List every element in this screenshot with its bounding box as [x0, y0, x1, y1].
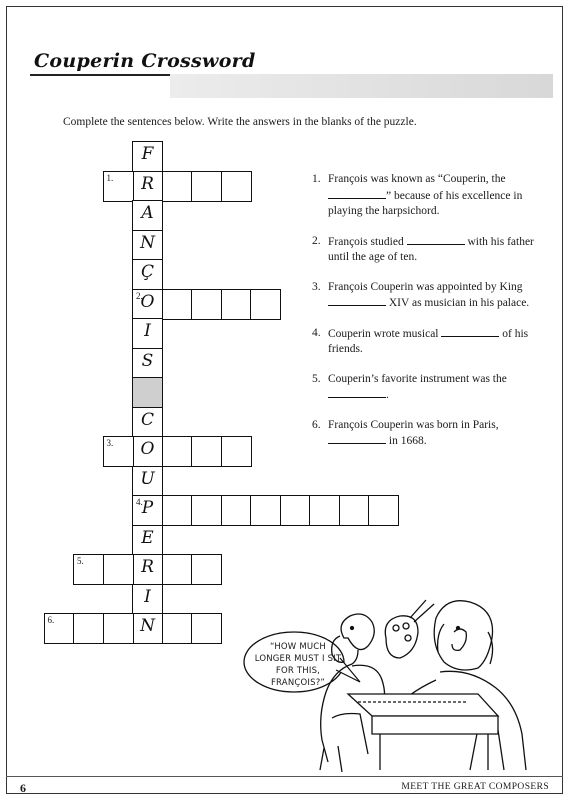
- cell-letter: O: [140, 291, 155, 312]
- crossword-row-cell[interactable]: [191, 613, 222, 644]
- crossword-vertical-cell[interactable]: [132, 289, 163, 320]
- cell-letter: R: [141, 557, 154, 577]
- crossword-row-cell[interactable]: [162, 613, 193, 644]
- clue-number: 1.: [312, 173, 321, 185]
- answer-blank[interactable]: [441, 326, 499, 337]
- clue-number: 1.: [106, 172, 114, 183]
- title-banner: [170, 74, 553, 98]
- clue-item: [312, 372, 552, 404]
- cell-letter: S: [141, 350, 154, 371]
- crossword-row-cell[interactable]: [191, 289, 222, 320]
- crossword-row-cell[interactable]: [162, 554, 193, 585]
- clue-text-before: Couperin wrote musical: [328, 327, 442, 340]
- clue-item: [312, 172, 552, 220]
- clue-number: 4.: [136, 497, 143, 507]
- clue-text-before: François Couperin was appointed by King: [328, 280, 523, 293]
- crossword-vertical-cell[interactable]: [132, 141, 163, 172]
- crossword-vertical-cell[interactable]: [132, 584, 163, 615]
- clue-item: [312, 234, 552, 266]
- crossword-vertical-cell[interactable]: [132, 348, 163, 379]
- page-title: Couperin Crossword: [34, 50, 256, 72]
- instructions: Complete the sentences below. Write the answers in the blanks of the puzzle.: [63, 116, 417, 128]
- crossword-row-cell[interactable]: [103, 436, 134, 467]
- clue-list: [312, 172, 552, 464]
- speech-text: “HOW MUCH LONGER MUST I SIT FOR THIS, FRANÇOIS?”: [254, 642, 342, 688]
- answer-blank[interactable]: [328, 387, 386, 398]
- footer-title: MEET THE GREAT COMPOSERS: [401, 782, 549, 792]
- crossword-row-cell[interactable]: [162, 495, 193, 526]
- clue-text-before: François studied: [328, 235, 407, 248]
- crossword-row-cell[interactable]: [368, 495, 399, 526]
- palette-icon: [385, 600, 434, 658]
- crossword-row-cell[interactable]: [162, 436, 193, 467]
- crossword-row-cell[interactable]: [44, 613, 75, 644]
- crossword-row-cell[interactable]: [191, 171, 222, 202]
- cell-letter: R: [141, 173, 154, 194]
- clue-text-after: in 1668.: [386, 435, 427, 447]
- crossword-vertical-cell[interactable]: [132, 318, 163, 349]
- crossword-row-cell[interactable]: [250, 495, 281, 526]
- cell-letter: A: [141, 203, 154, 223]
- clue-number: 5.: [77, 556, 84, 566]
- crossword-vertical-cell[interactable]: [132, 407, 163, 438]
- cell-letter: P: [141, 498, 154, 518]
- clue-text-after: of his friends.: [328, 327, 529, 355]
- clue-number: 5.: [312, 372, 321, 385]
- harpsichord: [348, 694, 498, 770]
- clue-number: 4.: [312, 326, 321, 339]
- cell-letter: N: [140, 232, 155, 253]
- clue-number: 2.: [136, 290, 143, 301]
- crossword-vertical-cell[interactable]: [132, 554, 163, 585]
- seated-composer: [320, 614, 385, 772]
- crossword-row-cell[interactable]: [103, 613, 134, 644]
- crossword-row-cell[interactable]: [280, 495, 311, 526]
- cell-letter: U: [140, 468, 155, 489]
- crossword-row-cell[interactable]: [221, 289, 252, 320]
- clue-number: 3.: [106, 438, 114, 448]
- crossword-row-cell[interactable]: [250, 289, 281, 320]
- clue-number: 2.: [312, 234, 321, 247]
- footer-rule: [6, 776, 563, 777]
- crossword-row-cell[interactable]: [162, 289, 193, 320]
- crossword-vertical-cell[interactable]: [132, 495, 163, 526]
- clue-number: 6.: [47, 615, 55, 625]
- cell-letter: I: [144, 321, 151, 341]
- clue-item: [312, 326, 552, 358]
- clue-number: 3.: [312, 280, 321, 293]
- crossword-row-cell[interactable]: [221, 171, 252, 202]
- cell-letter: Ç: [140, 262, 154, 282]
- clue-number: 6.: [312, 418, 321, 431]
- cell-letter: I: [144, 586, 151, 607]
- answer-blank[interactable]: [328, 433, 386, 444]
- cell-letter: C: [140, 409, 154, 430]
- crossword-vertical-cell[interactable]: [132, 436, 163, 467]
- crossword-vertical-cell[interactable]: [132, 230, 163, 261]
- crossword-vertical-cell[interactable]: [132, 171, 163, 202]
- crossword-vertical-cell[interactable]: [132, 259, 163, 290]
- crossword-row-cell[interactable]: [103, 171, 134, 202]
- crossword-vertical-cell[interactable]: [132, 525, 163, 556]
- crossword-row-cell[interactable]: [339, 495, 370, 526]
- crossword-row-cell[interactable]: [221, 495, 252, 526]
- clue-text-before: Couperin’s favorite instrument was the: [328, 372, 507, 385]
- cell-letter: O: [140, 439, 155, 459]
- crossword-vertical-cell[interactable]: [132, 200, 163, 231]
- crossword-row-cell[interactable]: [103, 554, 134, 585]
- crossword-blank-cell[interactable]: [132, 377, 163, 408]
- crossword-row-cell[interactable]: [191, 495, 222, 526]
- clue-text-after: with his father until the age of ten.: [328, 235, 534, 263]
- clue-text-before: François Couperin was born in Paris,: [328, 418, 499, 431]
- crossword-vertical-cell[interactable]: [132, 466, 163, 497]
- clue-text-before: François was known as “Couperin, the: [328, 173, 506, 185]
- crossword-row-cell[interactable]: [162, 171, 193, 202]
- clue-text-after: ” because of his excellence in playing the harpsichord.: [328, 189, 523, 217]
- crossword-row-cell[interactable]: [309, 495, 340, 526]
- clue-text-after: XIV as musician in his palace.: [386, 297, 530, 309]
- clue-item: [312, 418, 552, 450]
- clue-item: [312, 280, 552, 312]
- crossword-row-cell[interactable]: [221, 436, 252, 467]
- cell-letter: E: [141, 527, 154, 548]
- cell-letter: N: [140, 616, 155, 636]
- answer-blank[interactable]: [328, 295, 386, 306]
- answer-blank[interactable]: [407, 234, 465, 245]
- cell-letter: F: [141, 144, 154, 164]
- answer-blank[interactable]: [328, 188, 386, 199]
- crossword-row-cell[interactable]: [191, 436, 222, 467]
- crossword-row-cell[interactable]: [191, 554, 222, 585]
- page-number: 6: [20, 781, 26, 795]
- clue-text-after: .: [386, 389, 389, 401]
- crossword-vertical-cell[interactable]: [132, 613, 163, 644]
- crossword-row-cell[interactable]: [73, 554, 104, 585]
- crossword-row-cell[interactable]: [73, 613, 104, 644]
